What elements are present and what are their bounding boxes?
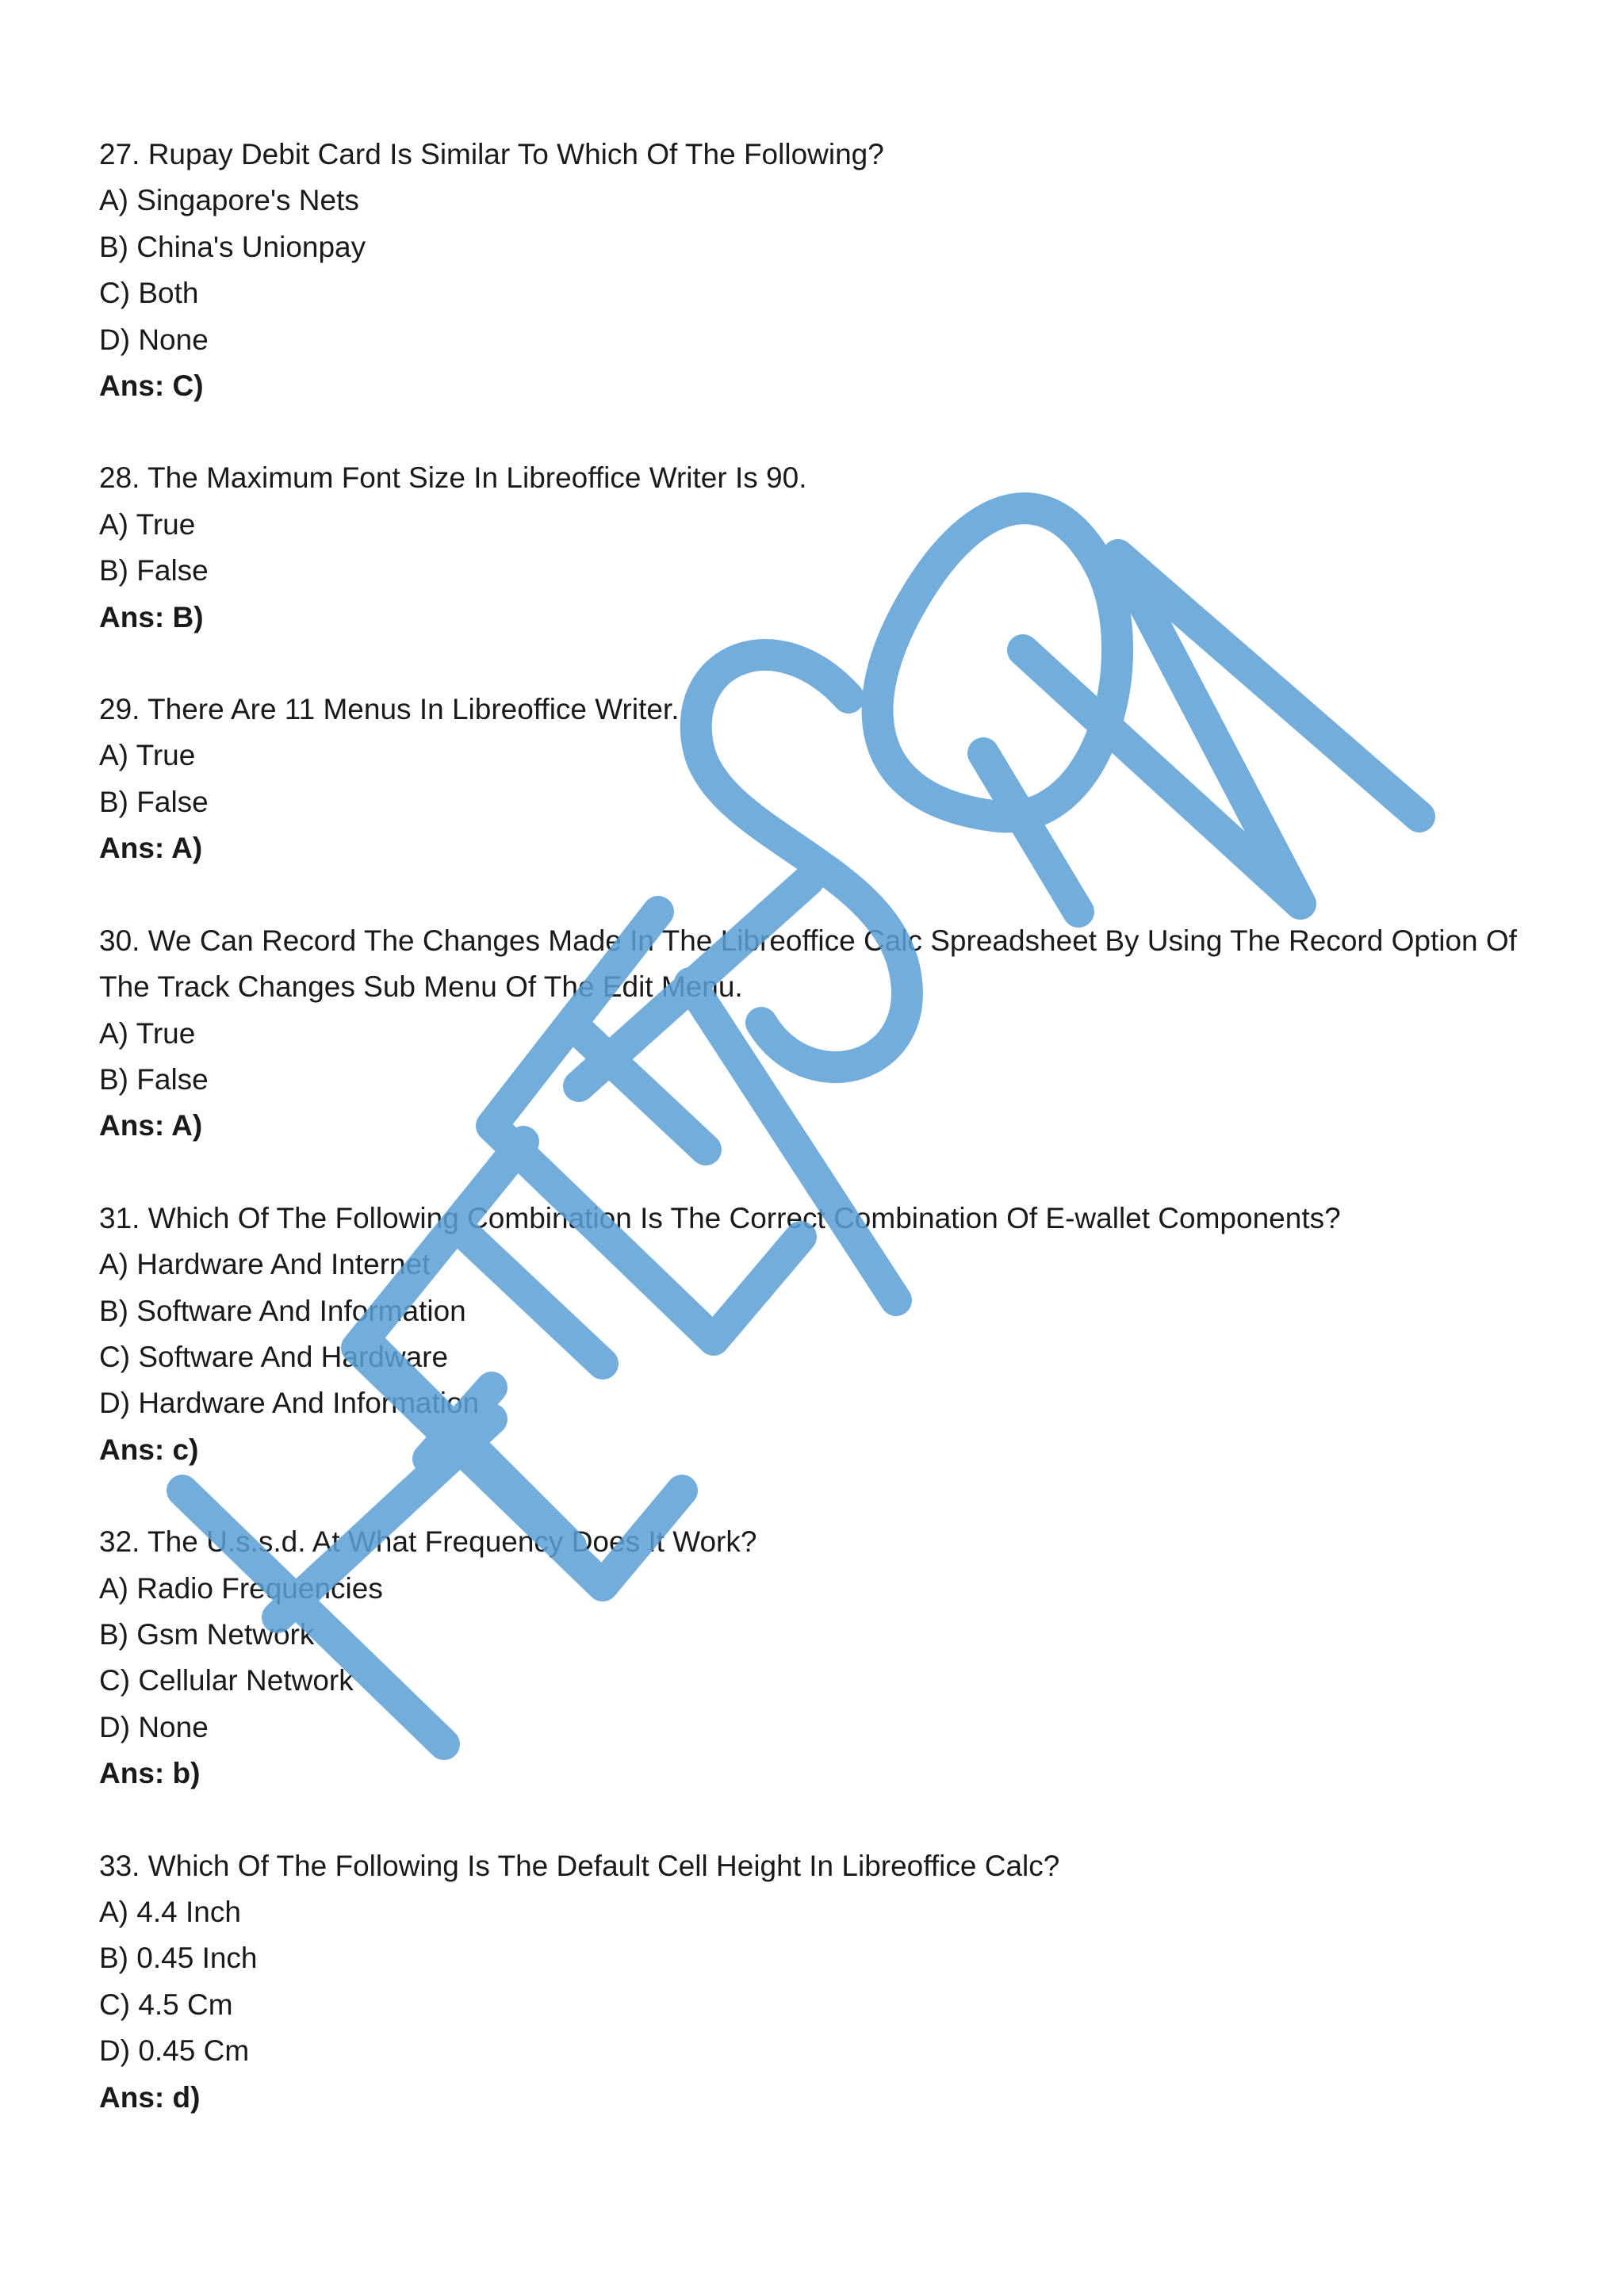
option-d: D) None — [99, 1710, 209, 1743]
option-b: B) False — [99, 785, 209, 818]
answer-text: Ans: A) — [99, 832, 203, 865]
option-a: A) Hardware And Internet — [99, 1248, 431, 1281]
option-b: B) False — [99, 554, 209, 587]
option-b: B) Gsm Network — [99, 1617, 315, 1651]
question-block-29 — [99, 687, 1534, 872]
question-block-28 — [99, 455, 1534, 641]
question-block-27 — [99, 132, 1534, 409]
option-c: C) Both — [99, 277, 199, 310]
answer-text: Ans: c) — [99, 1433, 199, 1466]
question-text: 27. Rupay Debit Card Is Similar To Which Of The Following? — [99, 138, 884, 170]
question-text: 29. There Are 11 Menus In Libreoffice Writer. — [99, 693, 680, 726]
option-a: A) Singapore's Nets — [99, 184, 359, 217]
question-block-31 — [99, 1196, 1534, 1473]
option-d: D) 0.45 Cm — [99, 2034, 250, 2068]
option-a: A) 4.4 Inch — [99, 1896, 241, 1928]
question-block-33 — [99, 1843, 1534, 2121]
question-block-32 — [99, 1519, 1534, 1797]
option-a: A) True — [99, 739, 196, 772]
answer-text: Ans: B) — [99, 600, 204, 633]
question-text: 30. We Can Record The Changes Made In The Libreoffice Calc Spreadsheet By Using The Record Option Of The Track Changes Sub Menu Of The Edit Menu. — [99, 924, 1517, 1004]
option-c: C) 4.5 Cm — [99, 1988, 233, 2021]
option-a: A) True — [99, 1016, 196, 1050]
option-c: C) Software And Hardware — [99, 1340, 449, 1373]
question-text: 33. Which Of The Following Is The Default Cell Height In Libreoffice Calc? — [99, 1849, 1060, 1882]
question-text: 31. Which Of The Following Combination Is The Correct Combination Of E-wallet Components? — [99, 1201, 1341, 1234]
question-block-30 — [99, 918, 1534, 1150]
option-b: B) False — [99, 1062, 209, 1096]
option-d: D) None — [99, 323, 209, 356]
option-b: B) Software And Information — [99, 1294, 466, 1327]
document-page — [99, 132, 1534, 2167]
question-text: 28. The Maximum Font Size In Libreoffice Writer Is 90. — [99, 461, 807, 495]
answer-text: Ans: d) — [99, 2080, 201, 2114]
option-c: C) Cellular Network — [99, 1664, 354, 1697]
option-d: D) Hardware And Information — [99, 1387, 480, 1420]
option-b: B) 0.45 Inch — [99, 1942, 258, 1975]
answer-text: Ans: b) — [99, 1757, 201, 1790]
answer-text: Ans: A) — [99, 1109, 203, 1142]
answer-text: Ans: C) — [99, 369, 204, 403]
question-text: 32. The U.s.s.d. At What Frequency Does It Work? — [99, 1525, 757, 1559]
option-b: B) China's Unionpay — [99, 230, 366, 263]
option-a: A) Radio Frequencies — [99, 1571, 383, 1605]
option-a: A) True — [99, 507, 196, 541]
